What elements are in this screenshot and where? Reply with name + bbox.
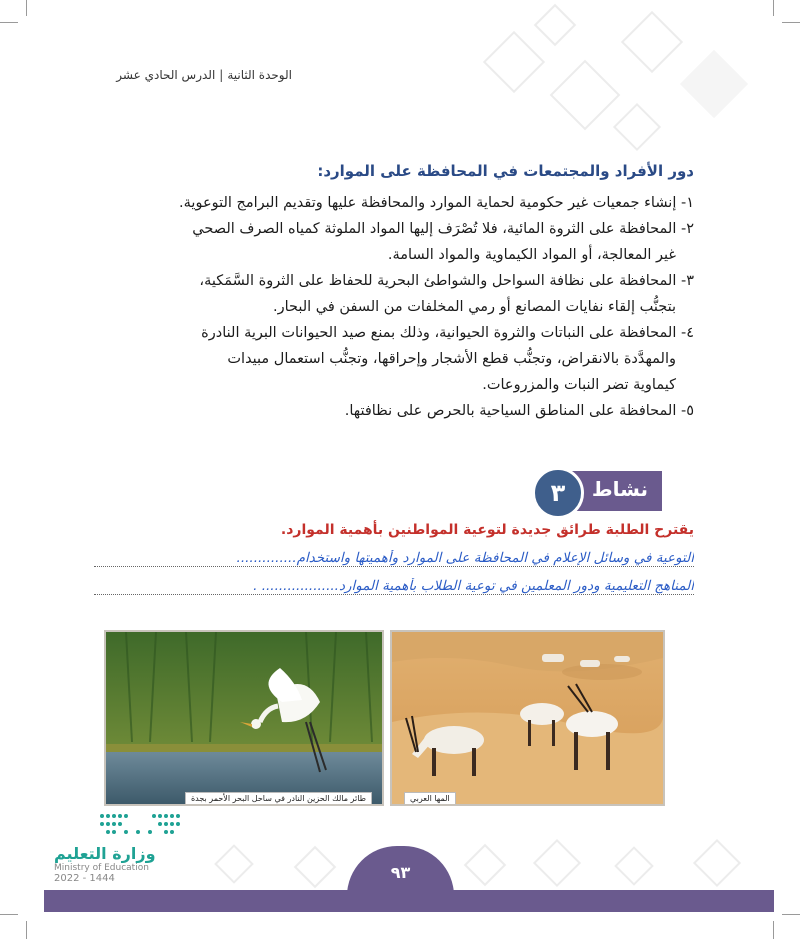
decorative-square <box>680 50 748 118</box>
list-item <box>94 190 694 216</box>
activity-number: ٣ <box>532 467 584 519</box>
list-line: والمهدَّدة بالانقراض، وتجنُّب قطع الأشجار وإحراقها، وتجنُّب استعمال مبيدات <box>227 351 676 367</box>
list-line: بتجنُّب إلقاء نفايات المصانع أو رمي المخلفات من السفن في البحار. <box>272 299 676 315</box>
running-header <box>92 68 292 82</box>
ministry-branding <box>54 844 164 884</box>
activity-label: نشاط <box>591 477 648 501</box>
heron-illustration <box>106 632 382 804</box>
crop-mark <box>782 22 800 23</box>
lesson-label: الدرس الحادي عشر <box>116 68 216 82</box>
crop-mark <box>0 22 18 23</box>
activity-badge <box>534 471 662 511</box>
oryx-photo <box>390 630 665 806</box>
ministry-name-en: Ministry of Education <box>54 863 149 873</box>
decorative-square <box>613 103 661 151</box>
list-line: غير المعالجة، أو المواد الكيماوية والمواد السامة. <box>387 247 676 263</box>
decorative-square <box>614 846 654 886</box>
crop-mark <box>773 0 774 16</box>
list-line: ٤- المحافظة على النباتات والثروة الحيوانية، وذلك بمنع صيد الحيوانات البرية النادرة <box>201 325 694 341</box>
unit-label: الوحدة الثانية <box>227 68 292 82</box>
answer-line-1: التوعية في وسائل الإعلام في المحافظة على الموارد وأهميتها واستخدام.............. <box>94 550 694 567</box>
crop-mark <box>26 0 27 16</box>
list-item <box>94 320 694 398</box>
heron-caption: طائر مالك الحزين النادر في ساحل البحر الأحمر بجدة <box>185 792 372 805</box>
decorative-square <box>693 839 741 887</box>
decorative-square <box>621 11 683 73</box>
ministry-logo-icon <box>98 812 188 838</box>
decorative-square <box>464 844 506 886</box>
decorative-square <box>550 60 621 131</box>
page-number: ٩٣ <box>347 846 454 896</box>
decorative-square <box>294 846 336 888</box>
section-title: دور الأفراد والمجتمعات في المحافظة على الموارد: <box>317 162 694 180</box>
decorative-square <box>483 31 545 93</box>
oryx-caption: المها العربي <box>404 792 456 805</box>
crop-mark <box>26 921 27 939</box>
heron-photo <box>104 630 384 806</box>
list-item <box>94 398 694 424</box>
decorative-square <box>214 844 254 884</box>
roles-list <box>94 190 694 424</box>
crop-mark <box>0 914 18 915</box>
list-line: ١- إنشاء جمعيات غير حكومية لحماية الموارد والمحافظة عليها وتقديم البرامج التوعوية. <box>179 195 694 211</box>
list-line: ٥- المحافظة على المناطق السياحية بالحرص على نظافتها. <box>344 403 694 419</box>
list-line: كيماوية تضر النبات والمزروعات. <box>482 377 676 393</box>
ministry-name-ar: وزارة التعليم <box>54 844 156 863</box>
crop-mark <box>773 921 774 939</box>
list-line: ٣- المحافظة على نظافة السواحل والشواطئ البحرية للحفاظ على الثروة السَّمَكية، <box>199 273 694 289</box>
activity-prompt: يقترح الطلبة طرائق جديدة لتوعية المواطنين بأهمية الموارد. <box>280 522 694 538</box>
crop-mark <box>782 914 800 915</box>
list-item <box>94 216 694 268</box>
edition-year: 2022 - 1444 <box>54 873 115 884</box>
list-item <box>94 268 694 320</box>
oryx-illustration <box>392 632 663 804</box>
answer-line-2: المناهج التعليمية ودور المعلمين في توعية الطلاب بأهمية الموارد.................. . <box>94 578 694 595</box>
header-separator: | <box>219 68 224 82</box>
list-line: ٢- المحافظة على الثروة المائية، فلا تُصْرَف إليها المواد الملوثة كمياه الصرف الصحي <box>192 221 694 237</box>
decorative-square <box>534 4 576 46</box>
decorative-square <box>533 839 581 887</box>
